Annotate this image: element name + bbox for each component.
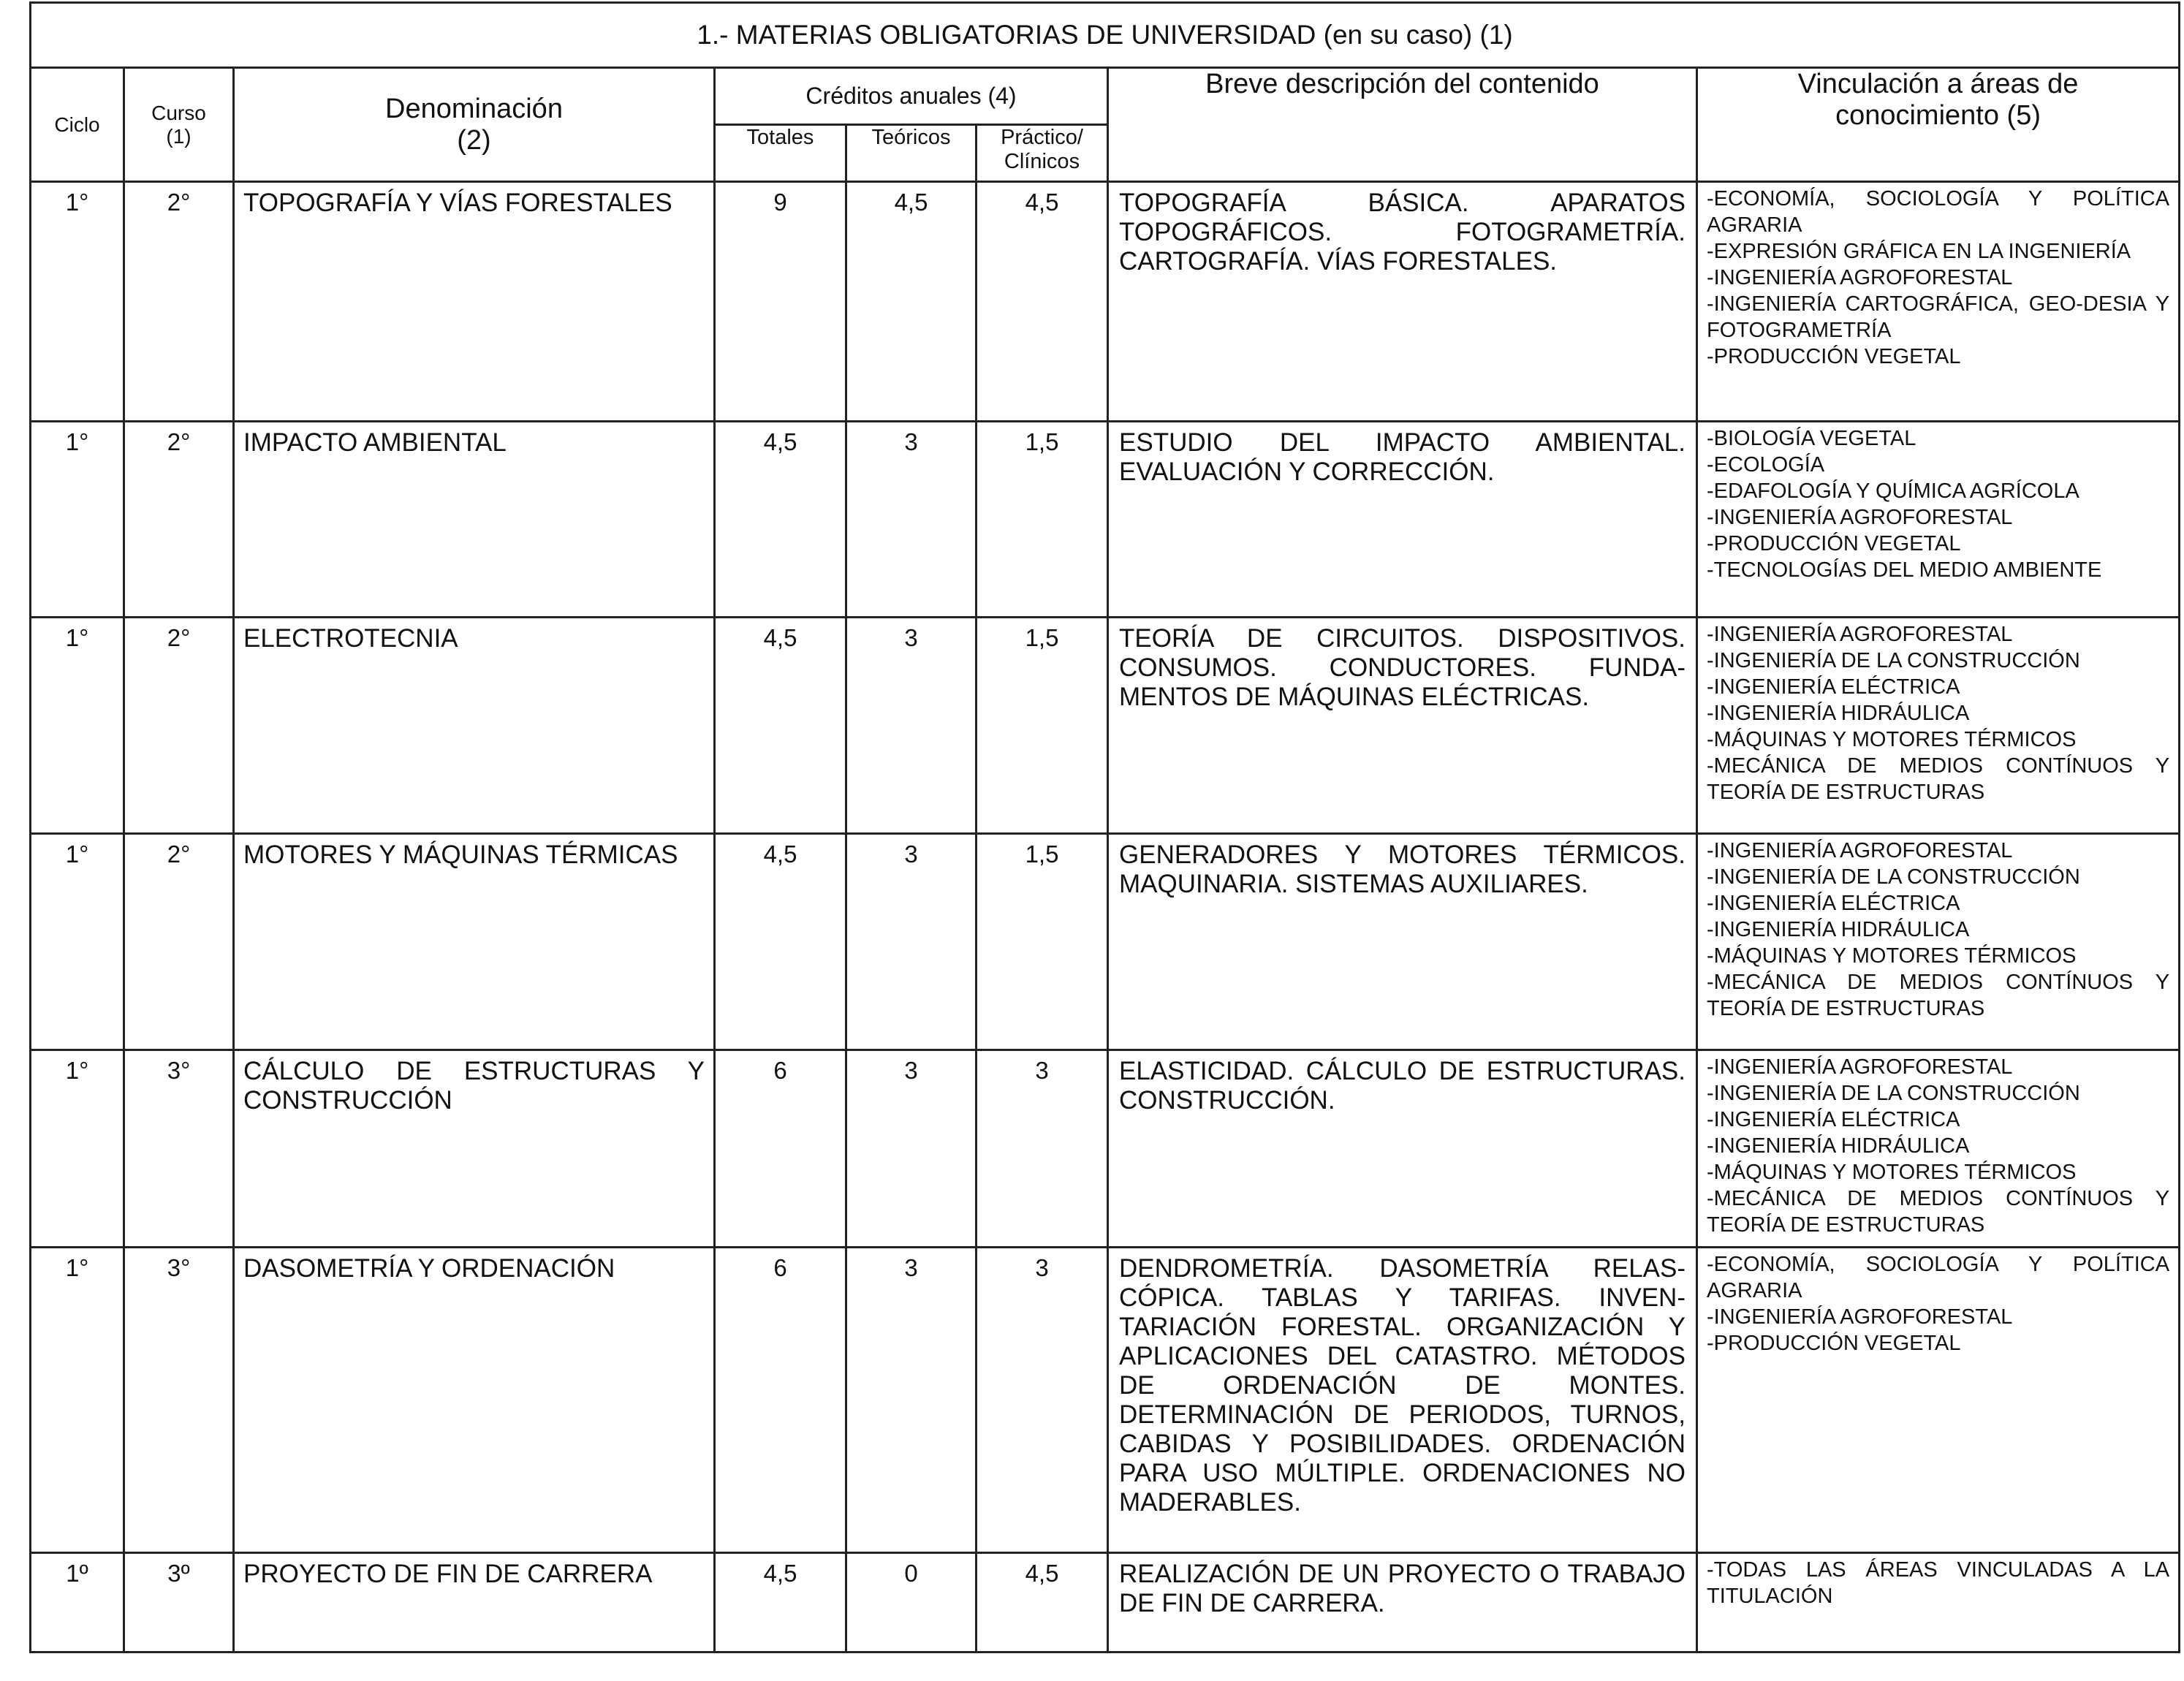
cell-totales: 4,5 <box>715 834 846 1050</box>
cell-ciclo: 1° <box>31 834 124 1050</box>
cell-totales: 4,5 <box>715 422 846 618</box>
table-row <box>31 422 2180 618</box>
header-practicos: Práctico/ Clínicos <box>977 125 1108 182</box>
cell-teoricos: 3 <box>846 1248 977 1553</box>
cell-curso: 2° <box>124 182 234 422</box>
cell-denominacion: PROYECTO DE FIN DE CARRERA <box>234 1553 715 1652</box>
header-vinculacion: Vinculación a áreas de conocimiento (5) <box>1697 68 2180 182</box>
cell-ciclo: 1° <box>31 1248 124 1553</box>
cell-descripcion: ESTUDIO DEL IMPACTO AMBIENTAL. EVALUACIÓN Y CORRECCIÓN. <box>1108 422 1697 618</box>
area-item: -INGENIERÍA AGROFORESTAL <box>1707 1305 2013 1329</box>
cell-descripcion: TEORÍA DE CIRCUITOS. DISPOSITIVOS. CONSUMOS. CONDUCTORES. FUNDA-MENTOS DE MÁQUINAS ELÉCTRICAS. <box>1108 618 1697 834</box>
cell-areas <box>1697 1248 2180 1553</box>
table-row <box>31 1553 2180 1652</box>
cell-teoricos: 0 <box>846 1553 977 1652</box>
cell-practicos: 4,5 <box>977 182 1108 422</box>
document-page <box>29 1 2178 1653</box>
cell-teoricos: 3 <box>846 834 977 1050</box>
area-item: -ECONOMÍA, SOCIOLOGÍA Y POLÍTICA AGRARIA <box>1707 187 2170 237</box>
cell-ciclo: 1° <box>31 1050 124 1248</box>
cell-descripcion: TOPOGRAFÍA BÁSICA. APARATOS TOPOGRÁFICOS. FOTOGRAMETRÍA. CARTOGRAFÍA. VÍAS FORESTALES. <box>1108 182 1697 422</box>
area-item: -INGENIERÍA AGROFORESTAL <box>1707 839 2013 862</box>
cell-areas <box>1697 618 2180 834</box>
cell-practicos: 1,5 <box>977 834 1108 1050</box>
cell-curso: 3° <box>124 1248 234 1553</box>
area-item: -INGENIERÍA AGROFORESTAL <box>1707 623 2013 646</box>
area-item: -ECONOMÍA, SOCIOLOGÍA Y POLÍTICA AGRARIA <box>1707 1253 2170 1302</box>
cell-curso: 2° <box>124 618 234 834</box>
area-item: -INGENIERÍA ELÉCTRICA <box>1707 892 1960 915</box>
header-denominacion: Denominación (2) <box>234 68 715 182</box>
header-totales: Totales <box>715 125 846 182</box>
area-item: -INGENIERÍA DE LA CONSTRUCCIÓN <box>1707 649 2080 672</box>
header-teoricos: Teóricos <box>846 125 977 182</box>
cell-denominacion: DASOMETRÍA Y ORDENACIÓN <box>234 1248 715 1553</box>
header-ciclo: Ciclo <box>31 68 124 182</box>
cell-totales: 4,5 <box>715 1553 846 1652</box>
area-item: -INGENIERÍA ELÉCTRICA <box>1707 1108 1960 1131</box>
table-title: 1.- MATERIAS OBLIGATORIAS DE UNIVERSIDAD (en su caso) (1) <box>31 3 2180 68</box>
cell-denominacion: MOTORES Y MÁQUINAS TÉRMICAS <box>234 834 715 1050</box>
cell-practicos: 3 <box>977 1248 1108 1553</box>
cell-ciclo: 1° <box>31 618 124 834</box>
area-item: -MECÁNICA DE MEDIOS CONTÍNUOS Y TEORÍA DE ESTRUCTURAS <box>1707 754 2170 804</box>
cell-descripcion: GENERADORES Y MOTORES TÉRMICOS. MAQUINARIA. SISTEMAS AUXILIARES. <box>1108 834 1697 1050</box>
area-item: -EXPRESIÓN GRÁFICA EN LA INGENIERÍA <box>1707 240 2131 263</box>
cell-descripcion: DENDROMETRÍA. DASOMETRÍA RELAS-CÓPICA. TABLAS Y TARIFAS. INVEN-TARIACIÓN FORESTAL. ORGANIZACIÓN Y APLICACIONES DEL CATASTRO. MÉTODOS DE ORDENACIÓN DE MONTES. DETERMINACIÓN DE PERIODOS, TURNOS, CABIDAS Y POSIBILIDADES. ORDENACIÓN PARA USO MÚLTIPLE. ORDENACIONES NO MADERABLES. <box>1108 1248 1697 1553</box>
cell-teoricos: 4,5 <box>846 182 977 422</box>
area-item: -PRODUCCIÓN VEGETAL <box>1707 345 1961 368</box>
area-item: -INGENIERÍA AGROFORESTAL <box>1707 506 2013 529</box>
area-item: -INGENIERÍA ELÉCTRICA <box>1707 675 1960 699</box>
cell-totales: 4,5 <box>715 618 846 834</box>
area-item: -INGENIERÍA AGROFORESTAL <box>1707 1055 2013 1079</box>
cell-totales: 6 <box>715 1050 846 1248</box>
area-item: -INGENIERÍA HIDRÁULICA <box>1707 702 1970 725</box>
area-item: -INGENIERÍA CARTOGRÁFICA, GEO-DESIA Y FOTOGRAMETRÍA <box>1707 292 2170 342</box>
area-item: -MÁQUINAS Y MOTORES TÉRMICOS <box>1707 944 2077 968</box>
cell-totales: 9 <box>715 182 846 422</box>
area-item: -MÁQUINAS Y MOTORES TÉRMICOS <box>1707 1161 2077 1184</box>
cell-curso: 2° <box>124 422 234 618</box>
header-creditos: Créditos anuales (4) <box>715 68 1108 125</box>
cell-areas <box>1697 422 2180 618</box>
area-item: -INGENIERÍA AGROFORESTAL <box>1707 266 2013 289</box>
cell-areas <box>1697 182 2180 422</box>
area-item: -INGENIERÍA DE LA CONSTRUCCIÓN <box>1707 865 2080 889</box>
cell-denominacion: TOPOGRAFÍA Y VÍAS FORESTALES <box>234 182 715 422</box>
cell-practicos: 4,5 <box>977 1553 1108 1652</box>
header-descripcion: Breve descripción del contenido <box>1108 68 1697 182</box>
cell-descripcion: ELASTICIDAD. CÁLCULO DE ESTRUCTURAS. CONSTRUCCIÓN. <box>1108 1050 1697 1248</box>
cell-totales: 6 <box>715 1248 846 1553</box>
area-item: -MECÁNICA DE MEDIOS CONTÍNUOS Y TEORÍA DE ESTRUCTURAS <box>1707 971 2170 1020</box>
cell-curso: 2° <box>124 834 234 1050</box>
cell-ciclo: 1º <box>31 1553 124 1652</box>
area-item: -INGENIERÍA DE LA CONSTRUCCIÓN <box>1707 1082 2080 1105</box>
table-row <box>31 618 2180 834</box>
cell-denominacion: IMPACTO AMBIENTAL <box>234 422 715 618</box>
cell-teoricos: 3 <box>846 618 977 834</box>
cell-areas <box>1697 1553 2180 1652</box>
area-item: -TECNOLOGÍAS DEL MEDIO AMBIENTE <box>1707 558 2102 582</box>
cell-curso: 3º <box>124 1553 234 1652</box>
cell-denominacion: CÁLCULO DE ESTRUCTURAS Y CONSTRUCCIÓN <box>234 1050 715 1248</box>
cell-curso: 3° <box>124 1050 234 1248</box>
cell-teoricos: 3 <box>846 1050 977 1248</box>
cell-descripcion: REALIZACIÓN DE UN PROYECTO O TRABAJO DE FIN DE CARRERA. <box>1108 1553 1697 1652</box>
area-item: -PRODUCCIÓN VEGETAL <box>1707 1332 1961 1355</box>
cell-areas <box>1697 834 2180 1050</box>
area-item: -INGENIERÍA HIDRÁULICA <box>1707 1134 1970 1158</box>
table-row <box>31 834 2180 1050</box>
cell-areas <box>1697 1050 2180 1248</box>
area-item: -EDAFOLOGÍA Y QUÍMICA AGRÍCOLA <box>1707 479 2079 503</box>
table-row <box>31 1050 2180 1248</box>
area-item: -BIOLOGÍA VEGETAL <box>1707 427 1916 450</box>
subjects-table <box>29 1 2180 1653</box>
area-item: -INGENIERÍA HIDRÁULICA <box>1707 918 1970 941</box>
area-item: -MECÁNICA DE MEDIOS CONTÍNUOS Y TEORÍA DE ESTRUCTURAS <box>1707 1187 2170 1237</box>
area-item: -ECOLOGÍA <box>1707 453 1825 477</box>
cell-practicos: 3 <box>977 1050 1108 1248</box>
area-item: -TODAS LAS ÁREAS VINCULADAS A LA TITULACIÓN <box>1707 1558 2170 1608</box>
area-item: -MÁQUINAS Y MOTORES TÉRMICOS <box>1707 728 2077 751</box>
table-row <box>31 1248 2180 1553</box>
cell-ciclo: 1° <box>31 182 124 422</box>
cell-ciclo: 1° <box>31 422 124 618</box>
cell-teoricos: 3 <box>846 422 977 618</box>
cell-denominacion: ELECTROTECNIA <box>234 618 715 834</box>
header-curso: Curso (1) <box>124 68 234 182</box>
cell-practicos: 1,5 <box>977 422 1108 618</box>
table-row <box>31 182 2180 422</box>
area-item: -PRODUCCIÓN VEGETAL <box>1707 532 1961 555</box>
cell-practicos: 1,5 <box>977 618 1108 834</box>
